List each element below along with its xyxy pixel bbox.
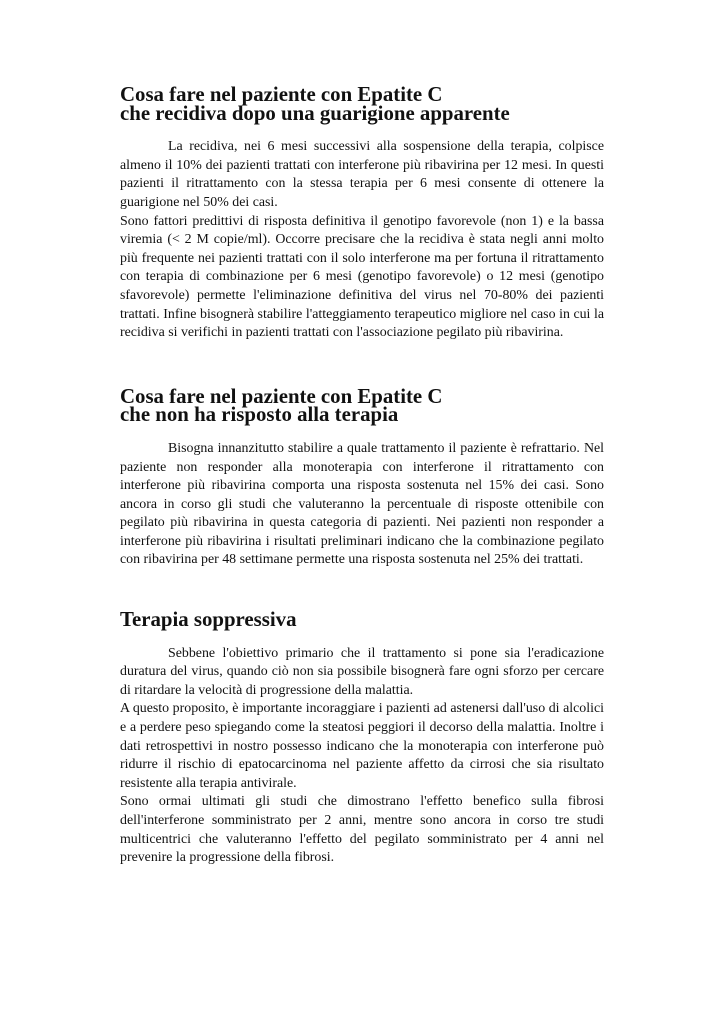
paragraph: Sebbene l'obiettivo primario che il trattamento si pone sia l'eradicazione duratura del virus, quando ciò non sia possibile bisognerà fare ogni sforzo per cercare di ritardare la velocità di progressione della malattia. bbox=[120, 645, 604, 698]
section-heading bbox=[120, 383, 604, 427]
heading-line-1: Terapia soppressiva bbox=[120, 607, 297, 632]
paragraph: Bisogna innanzitutto stabilire a quale trattamento il paziente è refrattario. Nel paziente non responder alla monoterapia con interferone il ritrattamento con interferone più ribavirina comporta una risposta sostenuta nel 15% dei casi. Sono ancora in corso gli studi che valuteranno la percentuale di risposte ottenibile con pegilato più ribavirina in questa categoria di pazienti. Nei pazienti non responder a interferone più ribavirina i risultati preliminari indicano che la combinazione pegilato con ribavirina per 48 settimane permette una risposta sostenuta nel 25% dei trattati. bbox=[120, 440, 604, 568]
section-recidiva bbox=[120, 82, 604, 343]
paragraph: Sono ormai ultimati gli studi che dimostrano l'effetto benefico sulla fibrosi dell'interferone somministrato per 2 anni, mentre sono ancora in corso tre studi multicentrici che valuteranno l'effetto del pegilato somministrato per 4 anni nel prevenire la progressione della fibrosi. bbox=[120, 794, 604, 866]
paragraph: La recidiva, nei 6 mesi successivi alla sospensione della terapia, colpisce almeno il 10% dei pazienti trattati con interferone più ribavirina per 12 mesi. In questi pazienti il ritrattamento con la stessa terapia per 6 mesi consente di ottenere la guarigione nel 50% dei casi. bbox=[120, 139, 604, 210]
paragraph: A questo proposito, è importante incoraggiare i pazienti ad astenersi dall'uso di alcolici e a perdere peso spiegando come la steatosi peggiori il decorso della malattia. Inoltre i dati retrospettivi in nostro possesso indicano che la monoterapia con interferone può ridurre il rischio di epatocarcinoma nel paziente affetto da cirrosi che sia risultato resistente alla terapia antivirale. bbox=[120, 701, 604, 791]
document-page bbox=[120, 82, 604, 868]
heading-line-1: Cosa fare nel paziente con Epatite C bbox=[120, 82, 443, 106]
heading-line-2: che non ha risposto alla terapia bbox=[120, 402, 399, 427]
section-heading bbox=[120, 607, 604, 632]
heading-line-1: Cosa fare nel paziente con Epatite C bbox=[120, 383, 443, 408]
paragraph: Sono fattori predittivi di risposta definitiva il genotipo favorevole (non 1) e la bassa viremia (< 2 M copie/ml). Occorre precisare che la recidiva è stata negli anni molto più frequente nei pazienti trattati con il solo interferone ma per fortuna il ritrattamento con terapia di combinazione per 6 mesi (genotipo favorevole) o 12 mesi (genotipo sfavorevole) permette l'eliminazione definitiva del virus nel 70-80% dei pazienti trattati. Infine bisognerà stabilire l'atteggiamento terapeutico migliore nel caso in cui la recidiva si verifichi in pazienti trattati con l'associazione pegilato più ribavirina. bbox=[120, 213, 604, 341]
section-heading bbox=[120, 82, 604, 125]
heading-line-2: che recidiva dopo una guarigione apparente bbox=[120, 100, 510, 125]
section-non-risposta bbox=[120, 383, 604, 570]
section-terapia-soppressiva bbox=[120, 607, 604, 868]
